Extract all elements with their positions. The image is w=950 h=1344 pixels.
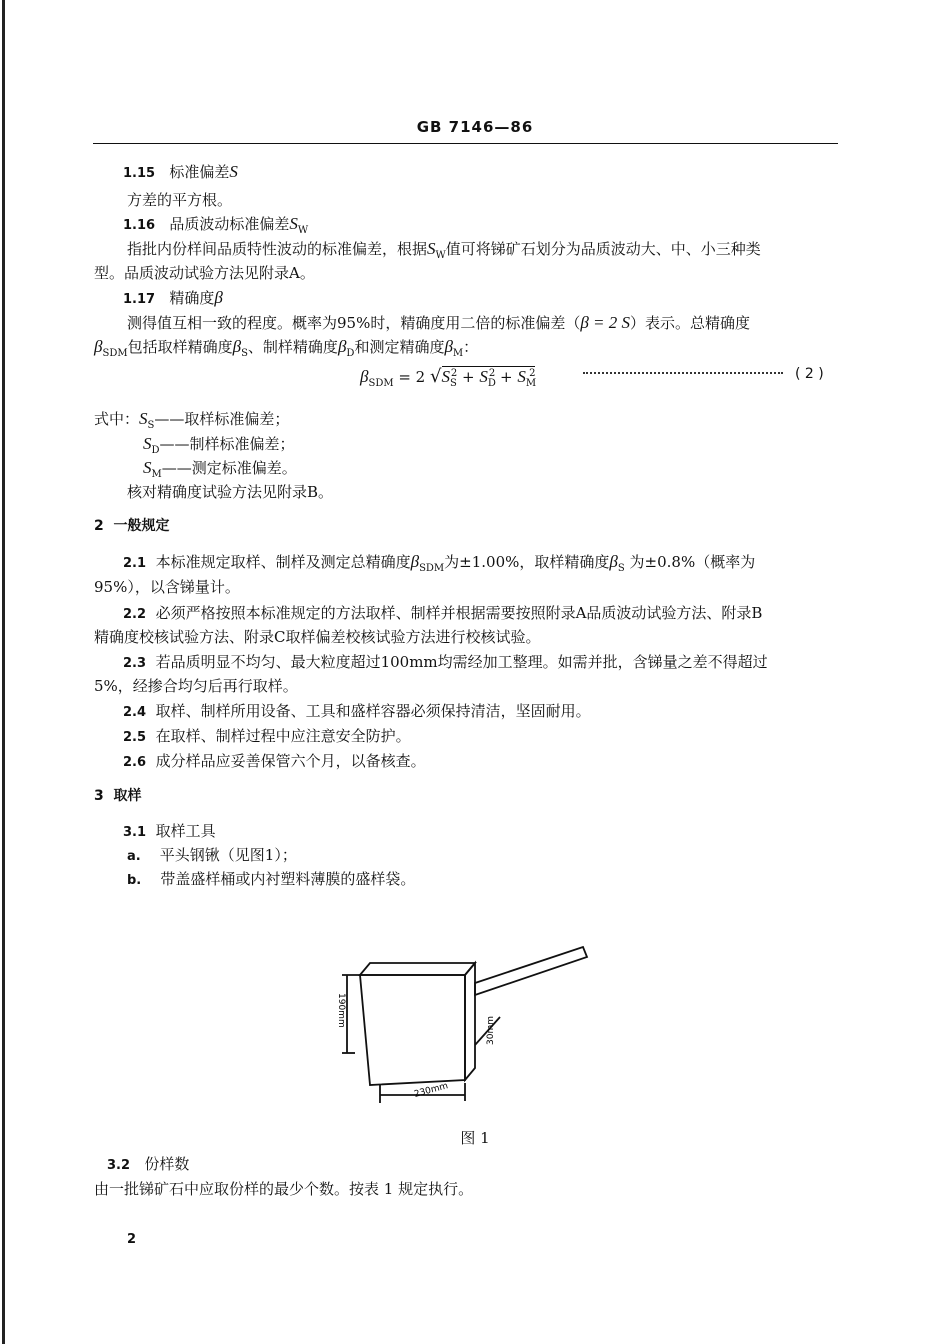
text: ）表示。总精确度: [630, 314, 751, 332]
where-label: 式中：: [94, 410, 140, 428]
para-number: 2.4: [123, 705, 147, 720]
formula-lhs: β: [360, 367, 369, 386]
para-2-1-line2: 95%），以含锑量计。: [94, 578, 240, 596]
shovel-drawing: [325, 935, 605, 1105]
section-number: 2: [94, 518, 104, 534]
item-title: 精确度: [169, 289, 215, 307]
where-note: 核对精确度试验方法见附录B。: [127, 483, 334, 501]
para-2-2-line1: [123, 603, 762, 625]
item-1-17-heading: [123, 288, 223, 310]
text: ——测定标准偏差。: [161, 459, 297, 477]
leader-dots: [583, 372, 783, 374]
para-2-4: [123, 701, 591, 723]
dim-label-width: 230mm: [413, 1081, 450, 1100]
text: ——制样标准偏差；: [159, 435, 295, 453]
where-line2: $S_D——$制样标准偏差；: [143, 434, 295, 456]
text: 测得值互相一致的程度。概率为95%时，精确度用二倍的标准偏差（: [127, 314, 581, 332]
text: 取样、制样所用设备、工具和盛样容器必须保持清洁，坚固耐用。: [155, 702, 591, 720]
item-1-16-body-line1: [127, 239, 761, 266]
para-2-1-line1: 2.1 本标准规定取样、制样及测定总精确度$\beta_{SDM}$为±1.00%，取样精确度$\beta_S$ 为±0.8%（概率为: [123, 552, 756, 574]
item-title: 标准偏差: [169, 163, 230, 181]
item-number: 1.16: [123, 218, 156, 233]
equation-number: ( 2 ): [795, 366, 824, 382]
item-1-17-body-line1: [127, 313, 750, 333]
symbol: β: [214, 288, 223, 307]
where-line3: $S_M——$测定标准偏差。: [143, 458, 297, 480]
text: 若品质明显不均匀、最大粒度超过100mm均需经加工整理。如需并批，含锑量之差不得超过: [155, 653, 768, 671]
para-3-1: [123, 821, 216, 843]
para-2-2-line2: 精确度校核试验方法、附录C取样偏差校核试验方法进行校核试验。: [94, 628, 541, 646]
text: 成分样品应妥善保管六个月，以备核查。: [155, 752, 426, 770]
page-number: 2: [127, 1232, 137, 1247]
text: 平头钢锹（见图1）；: [159, 846, 297, 864]
symbol: S: [229, 162, 238, 181]
item-1-16-body-line2: 型。品质波动试验方法见附录A。: [94, 264, 315, 282]
formula-inline: β = 2 S: [580, 313, 631, 332]
blade-top-edge: [360, 963, 475, 975]
where-line1: 式中：$S_S——$取样标准偏差；: [94, 409, 290, 431]
symbol-sub: W: [435, 250, 446, 261]
header-rule: [93, 143, 838, 144]
symbol: S: [427, 239, 436, 258]
para-number: 2.5: [123, 730, 147, 745]
list-item-b: [127, 869, 415, 891]
para-number: 3.1: [123, 825, 147, 840]
text: 为±1.00%，取样精确度: [444, 553, 610, 571]
para-number: 2.1: [123, 556, 147, 571]
text: ：: [463, 338, 479, 356]
text: 指批内份样间品质特性波动的标准偏差，根据: [127, 240, 428, 258]
item-1-15-body: 方差的平方根。: [127, 191, 233, 209]
symbol: S: [289, 214, 298, 233]
section-number: 3: [94, 788, 104, 804]
formula-eq: = 2: [393, 368, 426, 386]
para-number: 2.6: [123, 755, 147, 770]
para-title: 取样工具: [155, 822, 216, 840]
para-2-3-line1: [123, 652, 768, 674]
text: 必须严格按照本标准规定的方法取样、制样并根据需要按照附录A品质波动试验方法、附录B: [155, 604, 763, 622]
list-item-a: [127, 845, 297, 867]
dim-label-height: 190mm: [336, 993, 346, 1028]
text: 包括取样精确度: [127, 338, 233, 356]
text: 带盖盛样桶或内衬塑料薄膜的盛样袋。: [160, 870, 416, 888]
para-2-5: [123, 726, 411, 748]
blade-side-edge: [465, 963, 475, 1080]
section-title: 一般规定: [113, 518, 170, 534]
formula-2: $\beta_{SDM} = 2$ $√S_S^2 + S_D^2 + S_M^2$: [360, 366, 537, 389]
text: ——取样标准偏差；: [154, 410, 290, 428]
section-3-heading: [94, 786, 142, 806]
text: 为±0.8%（概率为: [629, 553, 756, 571]
para-3-2-body: 由一批锑矿石中应取份样的最少个数。按表 1 规定执行。: [94, 1180, 474, 1198]
para-2-3-line2: 5%，经掺合均匀后再行取样。: [94, 677, 298, 695]
text: 值可将锑矿石划分为品质波动大、中、小三种类: [445, 240, 761, 258]
item-number: 1.15: [123, 166, 156, 181]
dim-label-depth: 30mm: [486, 1016, 496, 1045]
page-header: GB 7146—86: [416, 118, 534, 136]
para-3-2-heading: [107, 1154, 189, 1176]
text: 在取样、制样过程中应注意安全防护。: [155, 727, 411, 745]
item-1-17-body-line2: $\beta_{SDM}$包括取样精确度$\beta_S$、制样精确度$\beta_D$和测定精确度$\beta_M$：: [94, 337, 479, 359]
text: 、制样精确度: [247, 338, 338, 356]
para-number: 2.2: [123, 607, 147, 622]
blade-front-face: [360, 975, 465, 1085]
symbol-sub: W: [297, 225, 309, 236]
section-title: 取样: [113, 788, 142, 804]
shovel-handle: [475, 947, 587, 995]
shovel-figure: [325, 935, 605, 1109]
para-number: 3.2: [107, 1158, 131, 1173]
item-number: 1.17: [123, 292, 156, 307]
item-1-15-heading: [123, 162, 238, 184]
item-1-16-heading: [123, 214, 308, 241]
item-title: 品质波动标准偏差: [169, 215, 290, 233]
list-marker: b.: [127, 873, 142, 888]
para-number: 2.3: [123, 656, 147, 671]
para-2-6: [123, 751, 426, 773]
text: 和测定精确度: [354, 338, 445, 356]
figure-caption: 图 1: [460, 1129, 490, 1147]
text: 本标准规定取样、制样及测定总精确度: [155, 553, 411, 571]
section-2-heading: [94, 516, 170, 536]
list-marker: a.: [127, 849, 141, 864]
formula-lhs-sub: SDM: [368, 378, 394, 389]
para-title: 份样数: [144, 1155, 190, 1173]
